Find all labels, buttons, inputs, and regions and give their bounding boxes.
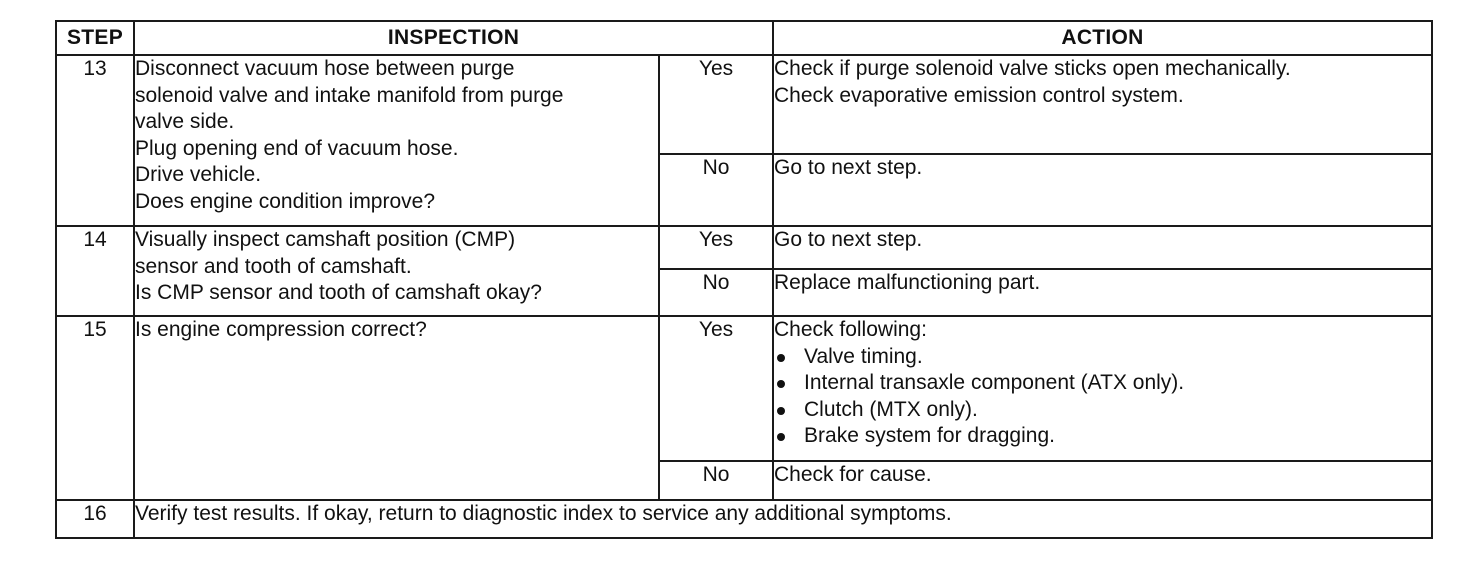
header-row bbox=[56, 21, 1432, 55]
diagnostic-table bbox=[55, 20, 1433, 539]
yes-label: Yes bbox=[659, 55, 773, 154]
bullet-item: Brake system for dragging. bbox=[774, 423, 1431, 450]
action-bullet-list bbox=[774, 344, 1431, 450]
yes-action: Go to next step. bbox=[773, 226, 1432, 269]
action-line: Check evaporative emission control system. bbox=[774, 83, 1184, 107]
step-number: 16 bbox=[56, 500, 134, 538]
step-13-yes-row bbox=[56, 55, 1432, 154]
no-label: No bbox=[659, 461, 773, 500]
no-action: Replace malfunctioning part. bbox=[773, 269, 1432, 316]
inspection-line: Is CMP sensor and tooth of camshaft okay? bbox=[135, 281, 542, 304]
action-line: Check if purge solenoid valve sticks open mechanically. bbox=[774, 57, 1291, 80]
bullet-item: Valve timing. bbox=[774, 344, 1431, 371]
step-number: 15 bbox=[56, 316, 134, 500]
step-number: 13 bbox=[56, 55, 134, 226]
step-15-yes-row bbox=[56, 316, 1432, 461]
inspection-line: solenoid valve and intake manifold from purge bbox=[135, 83, 564, 107]
inspection-line: Disconnect vacuum hose between purge bbox=[135, 57, 515, 80]
step-number: 14 bbox=[56, 226, 134, 316]
bullet-item: Internal transaxle component (ATX only). bbox=[774, 370, 1431, 397]
inspection-line: valve side. bbox=[135, 110, 235, 133]
no-label: No bbox=[659, 154, 773, 226]
no-action: Go to next step. bbox=[773, 154, 1432, 226]
inspection-line: Does engine condition improve? bbox=[135, 189, 436, 213]
yes-label: Yes bbox=[659, 316, 773, 461]
header-action: ACTION bbox=[773, 21, 1432, 55]
inspection-line: sensor and tooth of camshaft. bbox=[135, 254, 412, 278]
header-inspection: INSPECTION bbox=[134, 21, 773, 55]
inspection-text: Is engine compression correct? bbox=[134, 316, 659, 500]
inspection-text bbox=[134, 226, 659, 316]
inspection-line: Plug opening end of vacuum hose. bbox=[135, 136, 459, 160]
bullet-item: Clutch (MTX only). bbox=[774, 397, 1431, 424]
yes-action bbox=[773, 316, 1432, 461]
yes-label: Yes bbox=[659, 226, 773, 269]
step-16-row bbox=[56, 500, 1432, 538]
inspection-line: Visually inspect camshaft position (CMP) bbox=[135, 228, 516, 251]
final-instruction: Verify test results. If okay, return to diagnostic index to service any additional symptoms. bbox=[134, 500, 1432, 538]
header-step: STEP bbox=[56, 21, 134, 55]
no-label: No bbox=[659, 269, 773, 316]
no-action: Check for cause. bbox=[773, 461, 1432, 500]
step-14-yes-row bbox=[56, 226, 1432, 269]
action-heading: Check following: bbox=[774, 318, 927, 341]
inspection-text bbox=[134, 55, 659, 226]
yes-action bbox=[773, 55, 1432, 154]
inspection-line: Drive vehicle. bbox=[135, 163, 262, 186]
